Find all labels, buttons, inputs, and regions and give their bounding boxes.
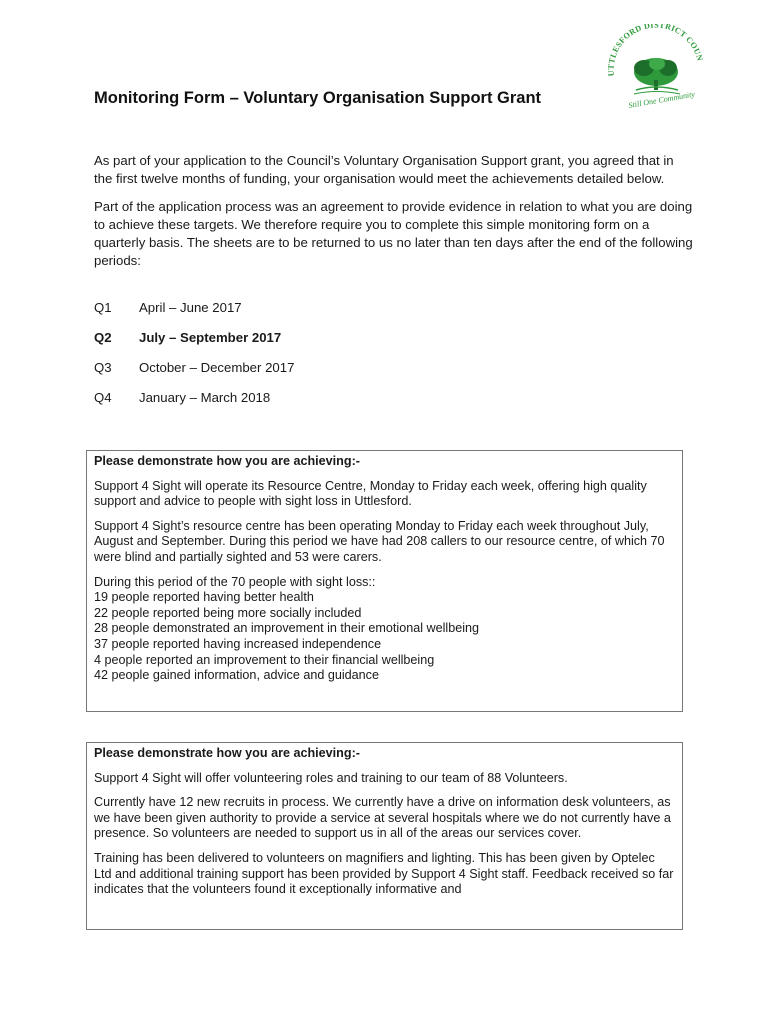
list-item: 19 people reported having better health [94,590,314,605]
page-title: Monitoring Form – Voluntary Organisation Support Grant [94,89,542,107]
logo-motto: Still One Community [627,89,696,108]
logo-arc-text: UTTLESFORD DISTRICT COUN [606,24,704,77]
list-item: 37 people reported having increased independence [94,636,382,651]
period-row-q3 [94,359,494,389]
intro-paragraph-2: Part of the application process was an agreement to provide evidence in relation to what you are doing to achieve these targets. We therefore require you to complete this simple monitoring form on a quarterly basis. The sheets are to be returned to us no later than ten days after the end of the following periods: [94,199,693,268]
tree-icon [634,58,680,94]
period-range: October – December 2017 [139,360,295,375]
intro-section [94,152,694,280]
list-item: 4 people reported an improvement to their financial wellbeing [94,652,435,667]
box-training-text: Training has been delivered to volunteers on magnifiers and lighting. This has been given by Optelec Ltd and additional training support has been provided by Support 4 Sight staff. Feedback received so far indicates that the volunteers found it exceptionally informative and [94,850,674,897]
period-row-q4 [94,389,494,419]
box-progress-text: Currently have 12 new recruits in process. We currently have a drive on information desk volunteers, as we have been given authority to provide a service at several hospitals where we do not currently have a presence. So volunteers are needed to support us in all of the areas our services cover. [94,795,671,841]
period-quarter: Q1 [94,300,112,315]
periods-list [94,299,494,419]
box-target-text: Support 4 Sight will offer volunteering roles and training to our team of 88 Volunteers. [94,770,568,785]
council-logo [600,24,704,108]
box-heading: Please demonstrate how you are achieving:- [94,746,360,760]
intro-paragraph-1: As part of your application to the Council’s Voluntary Organisation Support grant, you agreed that in the first twelve months of funding, your organisation would meet the achievements detailed below. [94,153,674,186]
period-quarter: Q4 [94,390,112,405]
period-quarter: Q3 [94,360,112,375]
achievement-box-resource-centre [86,450,683,712]
period-row-q2 [94,329,494,359]
period-row-q1 [94,299,494,329]
box-list-intro: During this period of the 70 people with sight loss:: [94,574,376,589]
box-heading: Please demonstrate how you are achieving:- [94,454,360,468]
outcomes-list [94,590,675,684]
list-item: 28 people demonstrated an improvement in their emotional wellbeing [94,621,480,636]
period-range: April – June 2017 [139,300,242,315]
achievement-box-volunteering [86,742,683,930]
list-item: 22 people reported being more socially included [94,605,362,620]
box-target-text: Support 4 Sight will operate its Resource Centre, Monday to Friday each week, offering high quality support and advice to people with sight loss in Uttlesford. [94,478,647,509]
list-item: 42 people gained information, advice and guidance [94,668,379,683]
period-range: January – March 2018 [139,390,271,405]
period-quarter: Q2 [94,330,112,345]
box-progress-text: Support 4 Sight’s resource centre has been operating Monday to Friday each week throughout July, August and September. During this period we have had 208 callers to our resource centre, of which 70 were blind and partially sighted and 53 were carers. [94,518,665,564]
period-range: July – September 2017 [139,330,282,345]
